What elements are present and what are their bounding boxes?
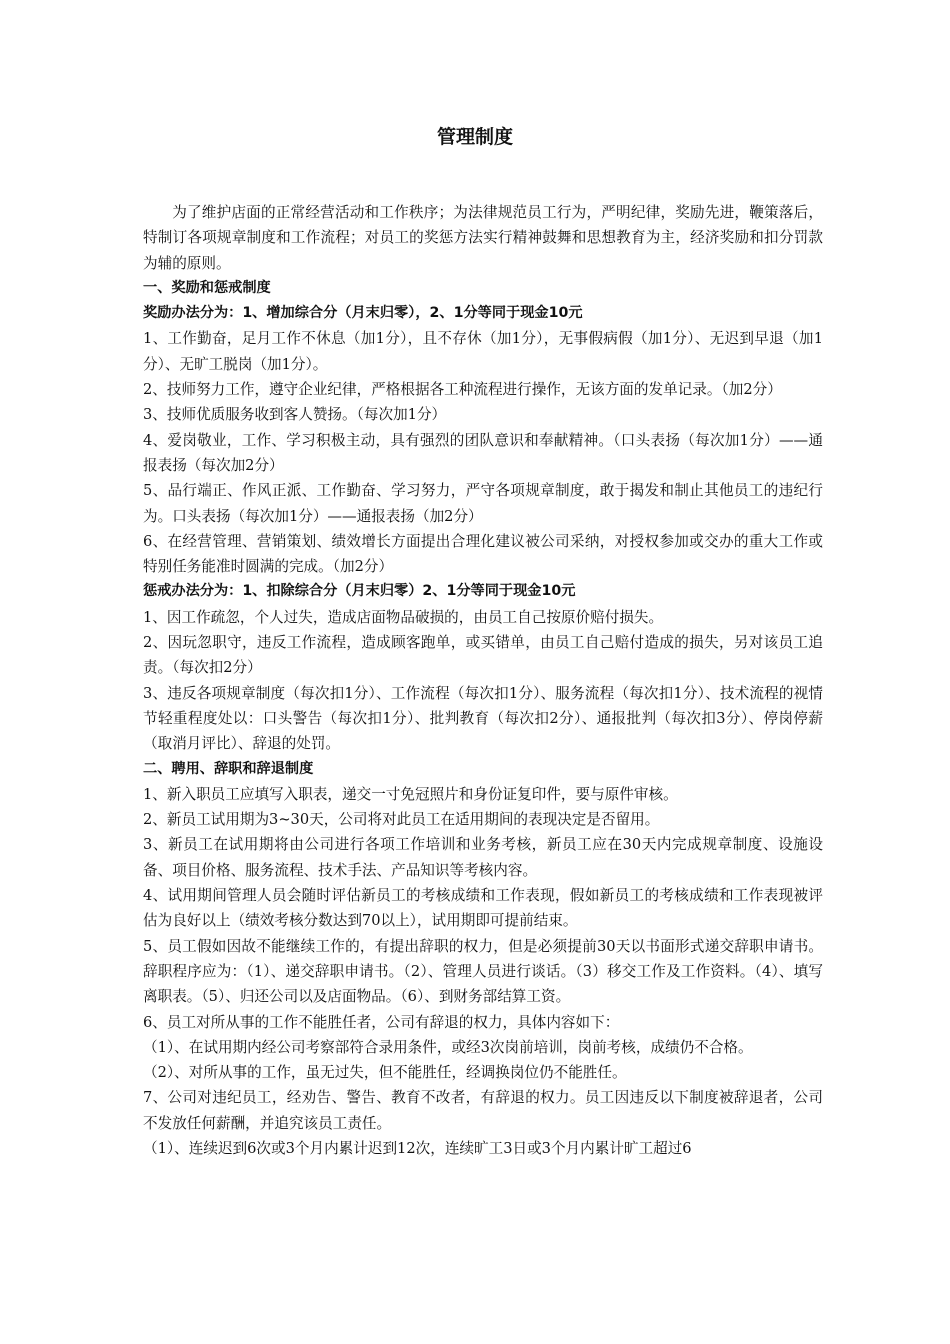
body-paragraph: 6、在经营管理、营销策划、绩效增长方面提出合理化建议被公司采纳，对授权参加或交办的重大工作或特别任务能准时圆满的完成。（加2分）: [143, 532, 823, 576]
body-paragraph: （1）、在试用期内经公司考察部符合录用条件，或经3次岗前培训，岗前考核，成绩仍不合格。: [143, 1038, 753, 1056]
body-paragraph: 5、品行端正、作风正派、工作勤奋、学习努力，严守各项规章制度，敢于揭发和制止其他员工的违纪行为。口头表扬（每次加1分）——通报表扬（加2分）: [143, 482, 823, 525]
section-heading: 二、聘用、辞职和辞退制度: [143, 760, 314, 777]
body-paragraph: 1、工作勤奋，足月工作不休息（加1分），且不存休（加1分），无事假病假（加1分）、无迟到早退（加1分）、无旷工脱岗（加1分）。: [143, 330, 823, 373]
body-paragraph: 7、公司对违纪员工，经劝告、警告、教育不改者，有辞退的权力。员工因违反以下制度被辞退者，公司不发放任何薪酬，并追究该员工责任。: [143, 1089, 823, 1132]
document-title: 管理制度: [436, 126, 513, 148]
body-paragraph: （2）、对所从事的工作，虽无过失，但不能胜任，经调换岗位仍不能胜任。: [143, 1064, 627, 1082]
body-paragraph: 1、因工作疏忽，个人过失，造成店面物品破损的，由员工自己按原价赔付损失。: [143, 608, 664, 626]
body-paragraph: 3、违反各项规章制度（每次扣1分）、工作流程（每次扣1分）、服务流程（每次扣1分）、技术流程的视情节轻重程度处以：口头警告（每次扣1分）、批判教育（每次扣2分）、通报批判（每次扣3分）、停岗停薪（取消月评比）、辞退的处罚。: [143, 684, 823, 753]
body-paragraph: 3、新员工在试用期将由公司进行各项工作培训和业务考核，新员工应在30天内完成规章制度、设施设备、项目价格、服务流程、技术手法、产品知识等考核内容。: [143, 836, 823, 879]
body-paragraph: 6、员工对所从事的工作不能胜任者，公司有辞退的权力，具体内容如下：: [143, 1013, 620, 1031]
intro-paragraph: 为了维护店面的正常经营活动和工作秩序；为法律规范员工行为，严明纪律，奖励先进，鞭策落后，特制订各项规章制度和工作流程；对员工的奖惩方法实行精神鼓舞和思想教育为主，经济奖励和扣分罚款为辅的原则。: [143, 204, 823, 272]
section-heading: 惩戒办法分为：1、扣除综合分（月末归零）2、1分等同于现金10元: [143, 583, 576, 600]
body-paragraph: 4、爱岗敬业，工作、学习积极主动，具有强烈的团队意识和奉献精神。（口头表扬（每次加1分）——通报表扬（每次加2分）: [143, 431, 823, 474]
body-paragraph: 5、员工假如因故不能继续工作的，有提出辞职的权力，但是必须提前30天以书面形式递交辞职申请书。辞职程序应为：（1）、递交辞职申请书。（2）、管理人员进行谈话。（3）移交工作及工作资料。（4）、填写离职表。（5）、归还公司以及店面物品。（6）、到财务部结算工资。: [143, 937, 823, 1006]
section-heading: 一、奖励和惩戒制度: [143, 279, 271, 296]
body-paragraph: 4、试用期间管理人员会随时评估新员工的考核成绩和工作表现，假如新员工的考核成绩和工作表现被评估为良好以上（绩效考核分数达到70以上），试用期即可提前结束。: [143, 887, 823, 930]
body-paragraph: 1、新入职员工应填写入职表，递交一寸免冠照片和身份证复印件，要与原件审核。: [143, 785, 678, 803]
body-paragraph: （1）、连续迟到6次或3个月内累计迟到12次，连续旷工3日或3个月内累计旷工超过6: [143, 1139, 692, 1157]
body-paragraph: 2、因玩忽职守，违反工作流程，造成顾客跑单，或买错单，由员工自己赔付造成的损失，另对该员工追责。（每次扣2分）: [143, 634, 823, 677]
section-heading: 奖励办法分为：1、增加综合分（月末归零），2、1分等同于现金10元: [143, 305, 583, 322]
body-paragraph: 2、新员工试用期为3~30天，公司将对此员工在适用期间的表现决定是否留用。: [143, 811, 660, 829]
body-paragraph: 3、技师优质服务收到客人赞扬。（每次加1分）: [143, 406, 447, 424]
document-body: [143, 200, 823, 1161]
body-paragraph: 2、技师努力工作，遵守企业纪律，严格根据各工种流程进行操作，无该方面的发单记录。（加2分）: [143, 381, 782, 399]
